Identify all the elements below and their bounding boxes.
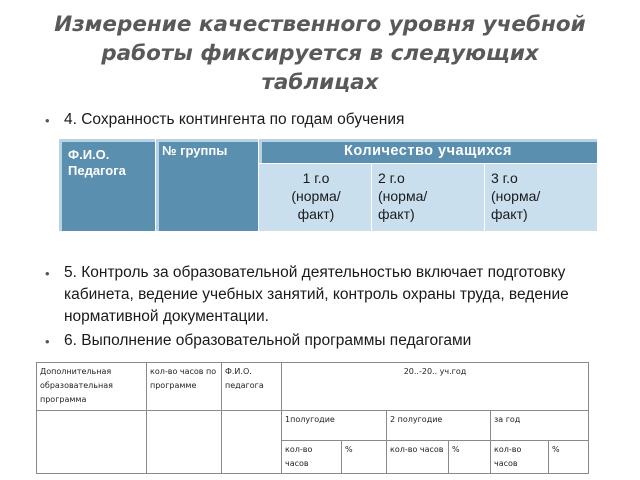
slide-title: Измерение качественного уровня учебной работы фиксируется в следующих таблицах bbox=[54, 12, 586, 95]
bullet-marker-icon: • bbox=[45, 334, 50, 349]
header-year-2: 2 г.о (норма/ факт) bbox=[372, 164, 485, 232]
header-program: Дополнительная образовательная программа bbox=[37, 363, 147, 411]
bullet-text: 5. Контроль за образовательной деятельностью включает подготовку кабинета, ведение учебных занятий, контроль охраны труда, ведение нормативной документации. bbox=[64, 264, 569, 325]
cell-hours-empty bbox=[147, 411, 222, 474]
bullet-text: 4. Сохранность контингента по годам обучения bbox=[64, 111, 405, 128]
header-program-hours: кол-во часов по программе bbox=[147, 363, 222, 411]
cell-program-empty bbox=[37, 411, 147, 474]
col-hours-1: кол-во часов bbox=[282, 441, 342, 474]
bullet-item-6 bbox=[45, 330, 605, 352]
bullet-marker-icon: • bbox=[45, 266, 50, 281]
contingent-table bbox=[58, 138, 598, 232]
bullet-marker-icon: • bbox=[45, 113, 50, 128]
col-hours-3: кол-во часов bbox=[491, 441, 549, 474]
header-half-2: 2 полугодие bbox=[387, 411, 491, 441]
bullet-item-4 bbox=[45, 109, 605, 131]
header-year-1: 1 г.о (норма/ факт) bbox=[259, 164, 372, 232]
header-full-year: за год bbox=[491, 411, 589, 441]
col-percent-3: % bbox=[549, 441, 589, 474]
bullet-item-5 bbox=[45, 262, 600, 328]
cell-teacher-empty bbox=[222, 411, 282, 474]
col-percent-2: % bbox=[449, 441, 491, 474]
header-teacher: Ф.И.О. педагога bbox=[222, 363, 282, 411]
col-hours-2: кол-во часов bbox=[387, 441, 449, 474]
bullet-text: 6. Выполнение образовательной программы педагогами bbox=[64, 332, 472, 349]
header-half-1: 1полугодие bbox=[282, 411, 387, 441]
program-completion-table bbox=[36, 362, 589, 474]
header-teacher-name: Ф.И.О. Педагога bbox=[59, 139, 156, 232]
header-group-number: № группы bbox=[156, 139, 259, 232]
header-year-3: 3 г.о (норма/ факт) bbox=[485, 164, 598, 232]
header-students-count: Количество учащихся bbox=[259, 139, 598, 164]
header-academic-year: 20..-20.. уч.год bbox=[282, 363, 589, 411]
col-percent-1: % bbox=[342, 441, 387, 474]
